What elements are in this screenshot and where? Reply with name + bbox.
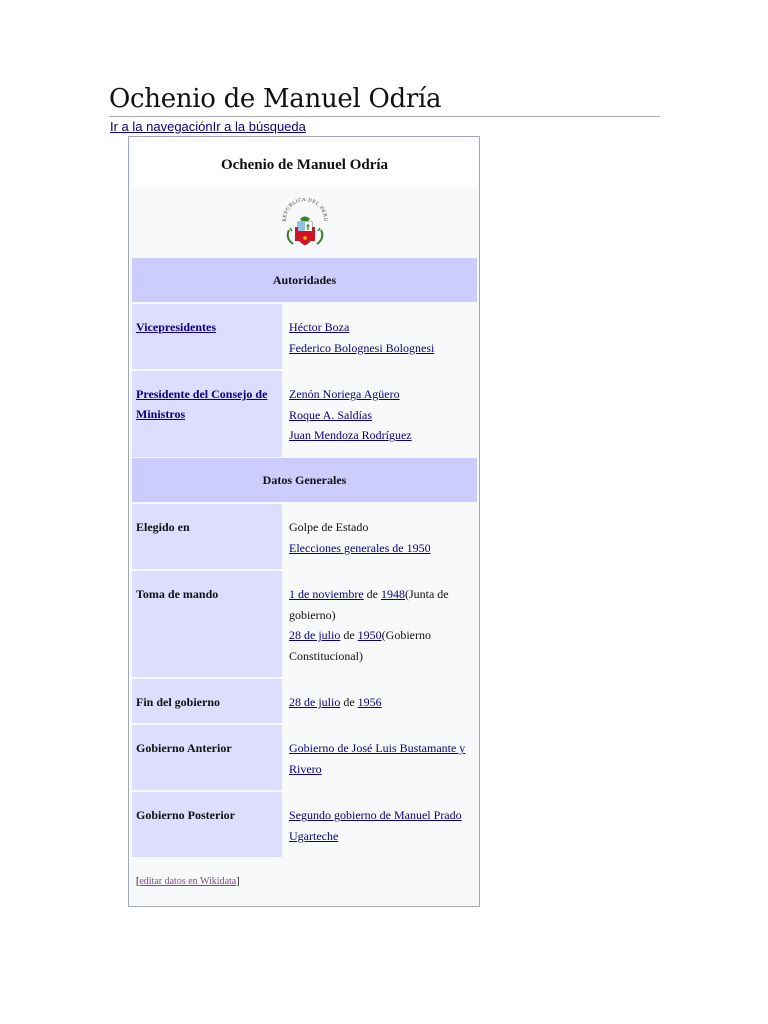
juan-mendoza-link[interactable]: Juan Mendoza Rodríguez bbox=[289, 428, 412, 442]
infobox-footer bbox=[132, 872, 477, 894]
infobox bbox=[128, 136, 480, 907]
row-label bbox=[132, 371, 282, 457]
skip-to-navigation-link[interactable]: Ir a la navegación bbox=[110, 119, 213, 134]
row-value bbox=[284, 371, 477, 457]
note-text: (Junta de gobierno) bbox=[289, 587, 449, 622]
edit-wikidata-link[interactable]: editar datos en Wikidata bbox=[139, 876, 237, 887]
row-label: Gobierno Posterior bbox=[132, 792, 282, 857]
page-title: Ochenio de Manuel Odría bbox=[109, 84, 442, 114]
row-label: Gobierno Anterior bbox=[132, 725, 282, 790]
date-link[interactable]: 28 de julio bbox=[289, 628, 341, 642]
infobox-row-gobierno-anterior bbox=[132, 725, 477, 790]
connector-text: de bbox=[340, 695, 358, 709]
row-label: Toma de mando bbox=[132, 571, 282, 677]
infobox-image-row bbox=[132, 190, 477, 256]
roque-saldias-link[interactable]: Roque A. Saldías bbox=[289, 407, 372, 422]
connector-text: de bbox=[363, 587, 381, 601]
bracket-close: ] bbox=[236, 876, 240, 887]
note-text: (Gobierno Constitucional) bbox=[289, 628, 431, 663]
row-value bbox=[284, 792, 477, 857]
title-divider bbox=[109, 116, 660, 117]
seal-inscription: REPÚBLICA DEL PERÚ bbox=[282, 198, 327, 222]
connector-text: de bbox=[340, 628, 358, 642]
row-label: Elegido en bbox=[132, 504, 282, 569]
date-link[interactable]: 1 de noviembre bbox=[289, 587, 364, 601]
row-value bbox=[284, 504, 477, 569]
row-label: Fin del gobierno bbox=[132, 679, 282, 723]
year-link[interactable]: 1956 bbox=[357, 695, 382, 709]
section-header-datos-generales: Datos Generales bbox=[132, 458, 477, 502]
row-value bbox=[284, 725, 477, 790]
vicepresidentes-link[interactable]: Vicepresidentes bbox=[136, 320, 216, 334]
hector-boza-link[interactable]: Héctor Boza bbox=[289, 320, 350, 334]
golpe-de-estado-text: Golpe de Estado bbox=[289, 520, 369, 534]
infobox-row-gobierno-posterior bbox=[132, 792, 477, 857]
gobierno-anterior-link[interactable]: Gobierno de José Luis Bustamante y Rivero bbox=[289, 741, 466, 776]
infobox-row-toma-de-mando bbox=[132, 571, 477, 677]
year-link[interactable]: 1948 bbox=[380, 587, 405, 601]
presidente-consejo-link[interactable]: Presidente del Consejo de Ministros bbox=[136, 387, 268, 421]
coat-of-arms-of-peru-icon bbox=[277, 198, 333, 248]
bracket-open: [ bbox=[136, 876, 140, 887]
federico-bolognesi-link[interactable]: Federico Bolognesi Bolognesi bbox=[289, 340, 435, 355]
skip-to-search-link[interactable]: Ir a la búsqueda bbox=[212, 119, 306, 134]
year-link[interactable]: 1950 bbox=[357, 628, 382, 642]
infobox-row-fin-del-gobierno bbox=[132, 679, 477, 723]
elecciones-1950-link[interactable]: Elecciones generales de 1950 bbox=[289, 540, 431, 555]
infobox-row-vicepresidentes bbox=[132, 304, 477, 369]
gobierno-posterior-link[interactable]: Segundo gobierno de Manuel Prado Ugarteche bbox=[289, 808, 462, 843]
date-link[interactable]: 28 de julio bbox=[289, 695, 341, 709]
row-value bbox=[284, 679, 477, 723]
row-value bbox=[284, 571, 477, 677]
section-header-autoridades: Autoridades bbox=[132, 258, 477, 302]
infobox-row-presidente-consejo bbox=[132, 371, 477, 457]
row-label bbox=[132, 304, 282, 369]
infobox-row-elegido-en bbox=[132, 504, 477, 569]
row-value bbox=[284, 304, 477, 369]
zenon-noriega-link[interactable]: Zenón Noriega Agüero bbox=[289, 387, 400, 401]
infobox-caption: Ochenio de Manuel Odría bbox=[132, 142, 477, 188]
skip-links bbox=[110, 119, 306, 135]
